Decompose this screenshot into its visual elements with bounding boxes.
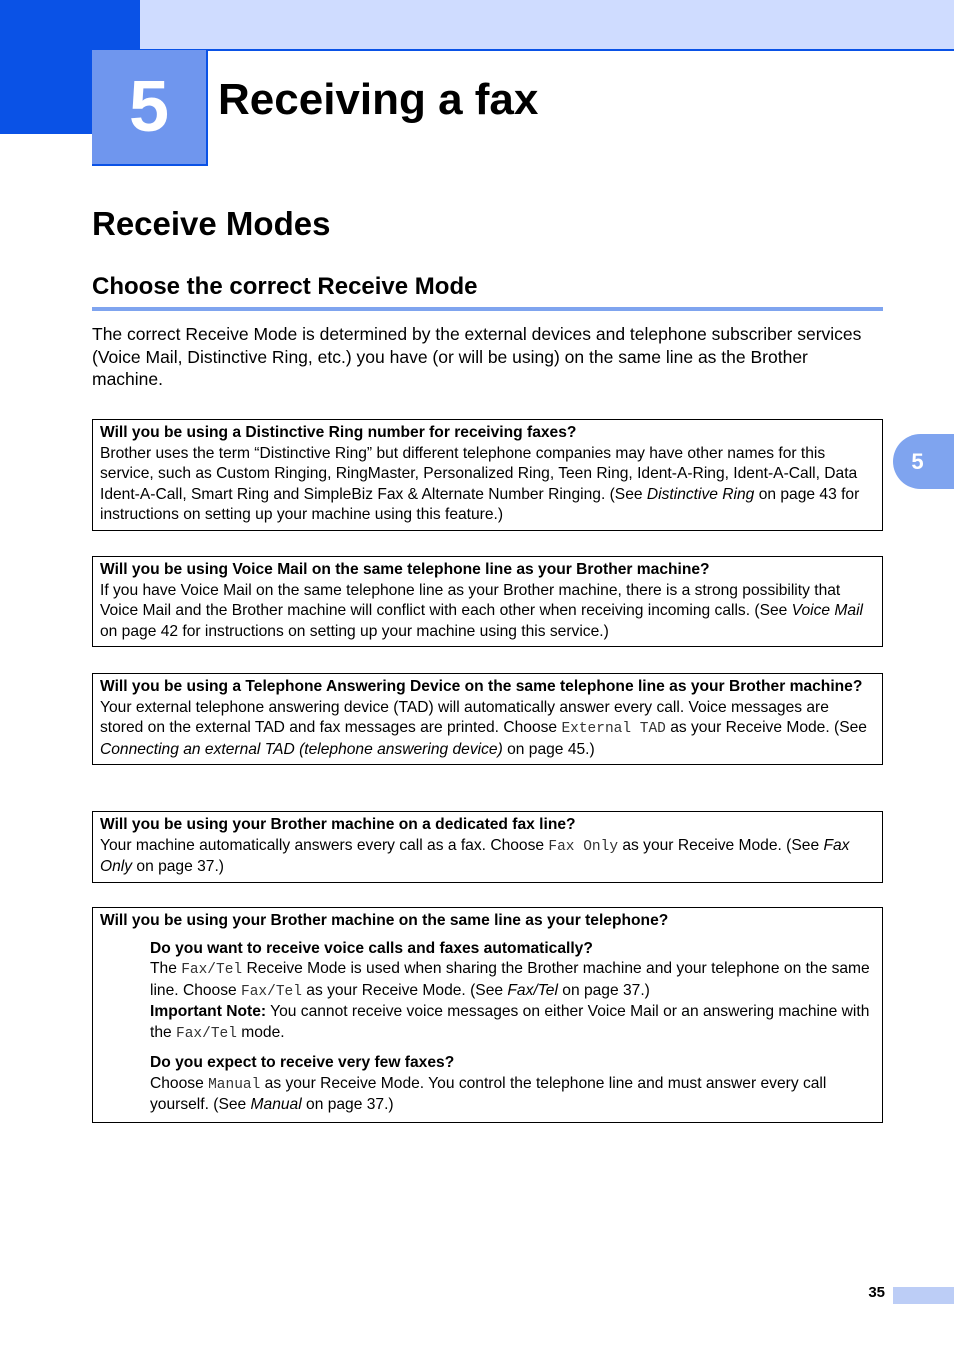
cross-reference[interactable]: Fax/Tel bbox=[507, 981, 558, 999]
cross-reference[interactable]: Voice Mail bbox=[791, 602, 864, 619]
receive-mode-value: Fax Only bbox=[548, 838, 619, 855]
sub-question: Do you want to receive voice calls and faxes automatically? bbox=[150, 939, 593, 957]
page-number: 35 bbox=[868, 1284, 885, 1301]
subsection-heading: Choose the correct Receive Mode bbox=[92, 271, 883, 311]
intro-paragraph: The correct Receive Mode is determined by the external devices and telephone subscriber services (Voice Mail, Distinctive Ring, etc.) you have (or will be using) on the same line as the Brother machine. bbox=[92, 324, 862, 389]
receive-mode-value: Manual bbox=[208, 1076, 261, 1093]
box-body: If you have Voice Mail on the same telephone line as your Brother machine, there is a strong possibility that Voice Mail and the Brother machine will conflict with each other when receiving incoming calls. (See Voice Mail on page 42 for instructions on setting up your machine using this service.) bbox=[100, 581, 864, 640]
chapter-side-tab: 5 bbox=[893, 434, 954, 489]
box-question: Will you be using your Brother machine on a dedicated fax line? bbox=[100, 816, 576, 833]
receive-mode-value: Fax/Tel bbox=[181, 962, 243, 978]
important-note-label: Important Note: bbox=[150, 1003, 267, 1020]
section-heading: Receive Modes bbox=[92, 205, 331, 242]
sub-body: The Fax/Tel Receive Mode is used when sharing the Brother machine and your telephone on the same line. Choose Fax/Tel as your Receive Mode. (See Fax/Tel on page 37.) Important Note: You cannot receive voice messages on either Voice Mail or an answering machine with the Fax/Tel mode. bbox=[150, 960, 870, 1042]
header-band bbox=[140, 0, 954, 51]
box-body: Your machine automatically answers every call as a fax. Choose Fax Only as your Receive Mode. (See Fax Only on page 37.) bbox=[100, 836, 850, 875]
cross-reference[interactable]: Connecting an external TAD (telephone answering device) bbox=[100, 740, 503, 758]
receive-mode-value: Fax/Tel bbox=[176, 1025, 237, 1042]
cross-reference[interactable]: Manual bbox=[250, 1096, 302, 1113]
box-body: Your external telephone answering device (TAD) will automatically answer every call. Voice messages are stored on the external TAD and fax messages are printed. Choose External TAD as your Receive Mode. (See Connecting an external TAD (telephone answering device) on page 45.) bbox=[100, 698, 867, 758]
box-question: Will you be using Voice Mail on the same telephone line as your Brother machine? bbox=[100, 561, 710, 578]
receive-mode-value: Fax/Tel bbox=[241, 983, 302, 1000]
info-box-dedicated-line bbox=[92, 811, 883, 883]
chapter-number: 5 bbox=[92, 50, 208, 166]
info-box-distinctive-ring bbox=[92, 419, 883, 531]
receive-mode-value: External TAD bbox=[561, 721, 666, 737]
sub-question-fax-tel bbox=[100, 939, 875, 1116]
sub-question: Do you expect to receive very few faxes? bbox=[150, 1054, 455, 1071]
info-box-voice-mail bbox=[92, 556, 883, 647]
cross-reference[interactable]: Distinctive Ring bbox=[646, 485, 755, 503]
box-question: Will you be using a Distinctive Ring number for receiving faxes? bbox=[100, 424, 577, 441]
page-number-bar bbox=[893, 1287, 954, 1304]
box-body: Brother uses the term “Distinctive Ring” but different telephone companies may have other names for this service, such as Custom Ringing, RingMaster, Personalized Ring, Teen Ring, Ident-A-Ring, Ident-A-Call, Data Ident-A-Call, Smart Ring and SimpleBiz Fax & Alternate Number Ringing. (See Distinctive Ring on page 43 for instructions on setting up your machine using this feature.) bbox=[100, 444, 860, 523]
info-box-shared-line bbox=[92, 907, 883, 1123]
chapter-title: Receiving a fax bbox=[218, 75, 539, 124]
info-box-tad bbox=[92, 673, 883, 765]
cross-reference[interactable]: Fax Only bbox=[100, 836, 850, 875]
box-question: Will you be using a Telephone Answering Device on the same telephone line as your Brother machine? bbox=[100, 678, 863, 695]
sub-body: Choose Manual as your Receive Mode. You control the telephone line and must answer every call yourself. (See Manual on page 37.) bbox=[150, 1074, 827, 1113]
box-question: Will you be using your Brother machine on the same line as your telephone? bbox=[100, 912, 669, 929]
